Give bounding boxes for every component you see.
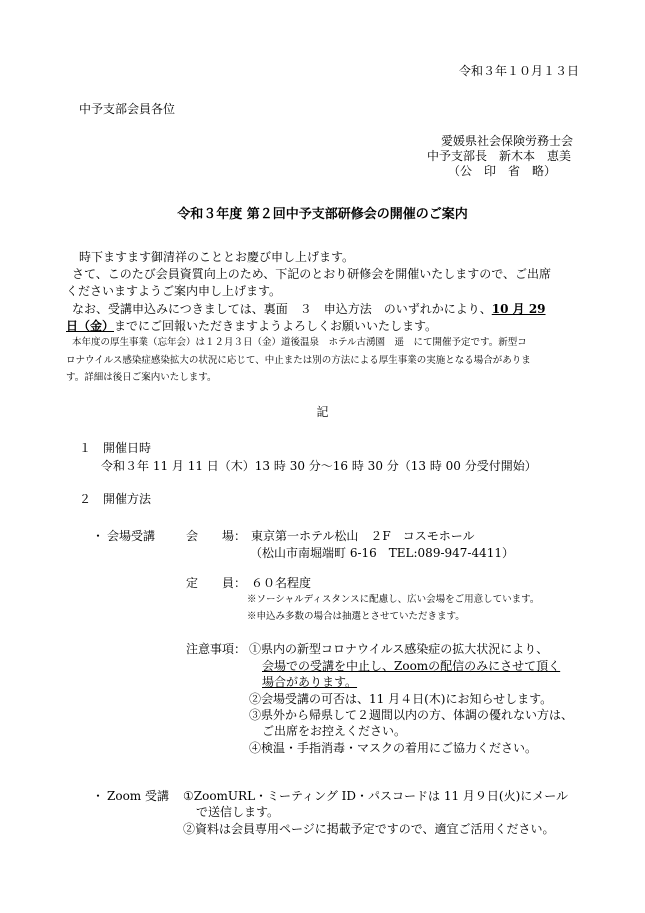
addressee: 中予支部会員各位 (79, 102, 176, 116)
ki-marker: 記 (316, 405, 329, 419)
section-2-heading: ２ 開催方法 (79, 492, 152, 506)
paragraph-2-line-2 (66, 318, 437, 334)
zoom-item-2: ②資料は会員専用ページに掲載予定ですので、適宜ご活用ください。 (183, 822, 555, 836)
note-line-3: す。詳細は後日ご案内いたします。 (66, 372, 217, 383)
venue-place-value: 東京第一ホテル松山 ２F コスモホール (251, 529, 475, 543)
caution-4: ④検温・手指消毒・マスクの着用にご協力ください。 (249, 741, 538, 755)
zoom-bullet: ・ (92, 789, 105, 803)
venue-place-label: 会 場： (186, 529, 247, 543)
deadline-date-part1: 10 月 29 (491, 302, 546, 316)
zoom-label: Zoom 受講 (107, 789, 169, 803)
zoom-item-1-line-1: ①ZoomURL・ミーティング ID・パスコードは 11 月９日(火)にメール (183, 789, 569, 803)
deadline-date-part2: 日（金） (66, 319, 115, 333)
note-line-1: 本年度の厚生事業（忘年会）は１２月３日（金）道後温泉 ホテル古湧園 遥 にて開催予定です。新型コ (72, 337, 527, 348)
caution-1-line-1: ①県内の新型コロナウイルス感染症の拡大状況により、 (249, 642, 549, 656)
document-date: 令和３年１０月１３日 (458, 64, 579, 78)
section-1-heading: １ 開催日時 (79, 441, 152, 455)
zoom-item-1-line-2: で送信します。 (196, 805, 280, 819)
sender-name: 中予支部長 新木本 恵美 (427, 149, 572, 163)
venue-label: 会場受講 (107, 529, 156, 543)
note-line-2: ロナウイルス感染症感染拡大の状況に応じて、中止または別の方法による厚生事業の実施となる場合がありま (66, 355, 531, 366)
paragraph-2-text-end: までにご回報いただきますようよろしくお願いいたします。 (114, 319, 438, 333)
paragraph-2-line-1 (72, 301, 546, 317)
venue-bullet: ・ (92, 529, 105, 543)
sender-org: 愛媛県社会保険労務士会 (441, 134, 574, 148)
caution-3-line-1: ③県外から帰県して２週間以内の方、体調の優れない方は、 (249, 708, 574, 722)
page-title: 令和３年度 第２回中予支部研修会の開催のご案内 (177, 207, 468, 222)
section-1-value: 令和３年 11 月 11 日（木）13 時 30 分～16 時 30 分（13 時 00 分受付開始） (101, 459, 537, 473)
paragraph-2-text: なお、受講申込みにつきましては、裏面 ３ 申込方法 のいずれかにより、 (72, 302, 492, 316)
caution-label: 注意事項： (186, 642, 247, 656)
greeting: 時下ますます御清祥のこととお慶び申し上げます。 (79, 250, 355, 264)
capacity-note-2: ※申込み多数の場合は抽選とさせていただきます。 (247, 611, 465, 622)
caution-1-line-3: 場合があります。 (262, 675, 358, 689)
capacity-value: ６０名程度 (251, 576, 312, 590)
capacity-label: 定 員： (186, 576, 247, 590)
caution-1-line-2: 会場での受講を中止し、Zoomの配信のみにさせて頂く (262, 659, 561, 673)
capacity-note-1: ※ソーシャルディスタンスに配慮し、広い会場をご用意しています。 (247, 594, 540, 605)
paragraph-1-line-2: くださいますようご案内申し上げます。 (66, 284, 282, 298)
sender-seal: （公 印 省 略） (448, 164, 557, 178)
caution-2: ②会場受講の可否は、11 月４日(木)にお知らせします。 (249, 692, 553, 706)
paragraph-1-line-1: さて、このたび会員資質向上のため、下記のとおり研修会を開催いたしますので、ご出席 (72, 267, 552, 281)
caution-3-line-2: ご出席をお控えください。 (262, 724, 407, 738)
venue-address: （松山市南堀端町 6-16 TEL:089-947-4411） (250, 546, 515, 560)
